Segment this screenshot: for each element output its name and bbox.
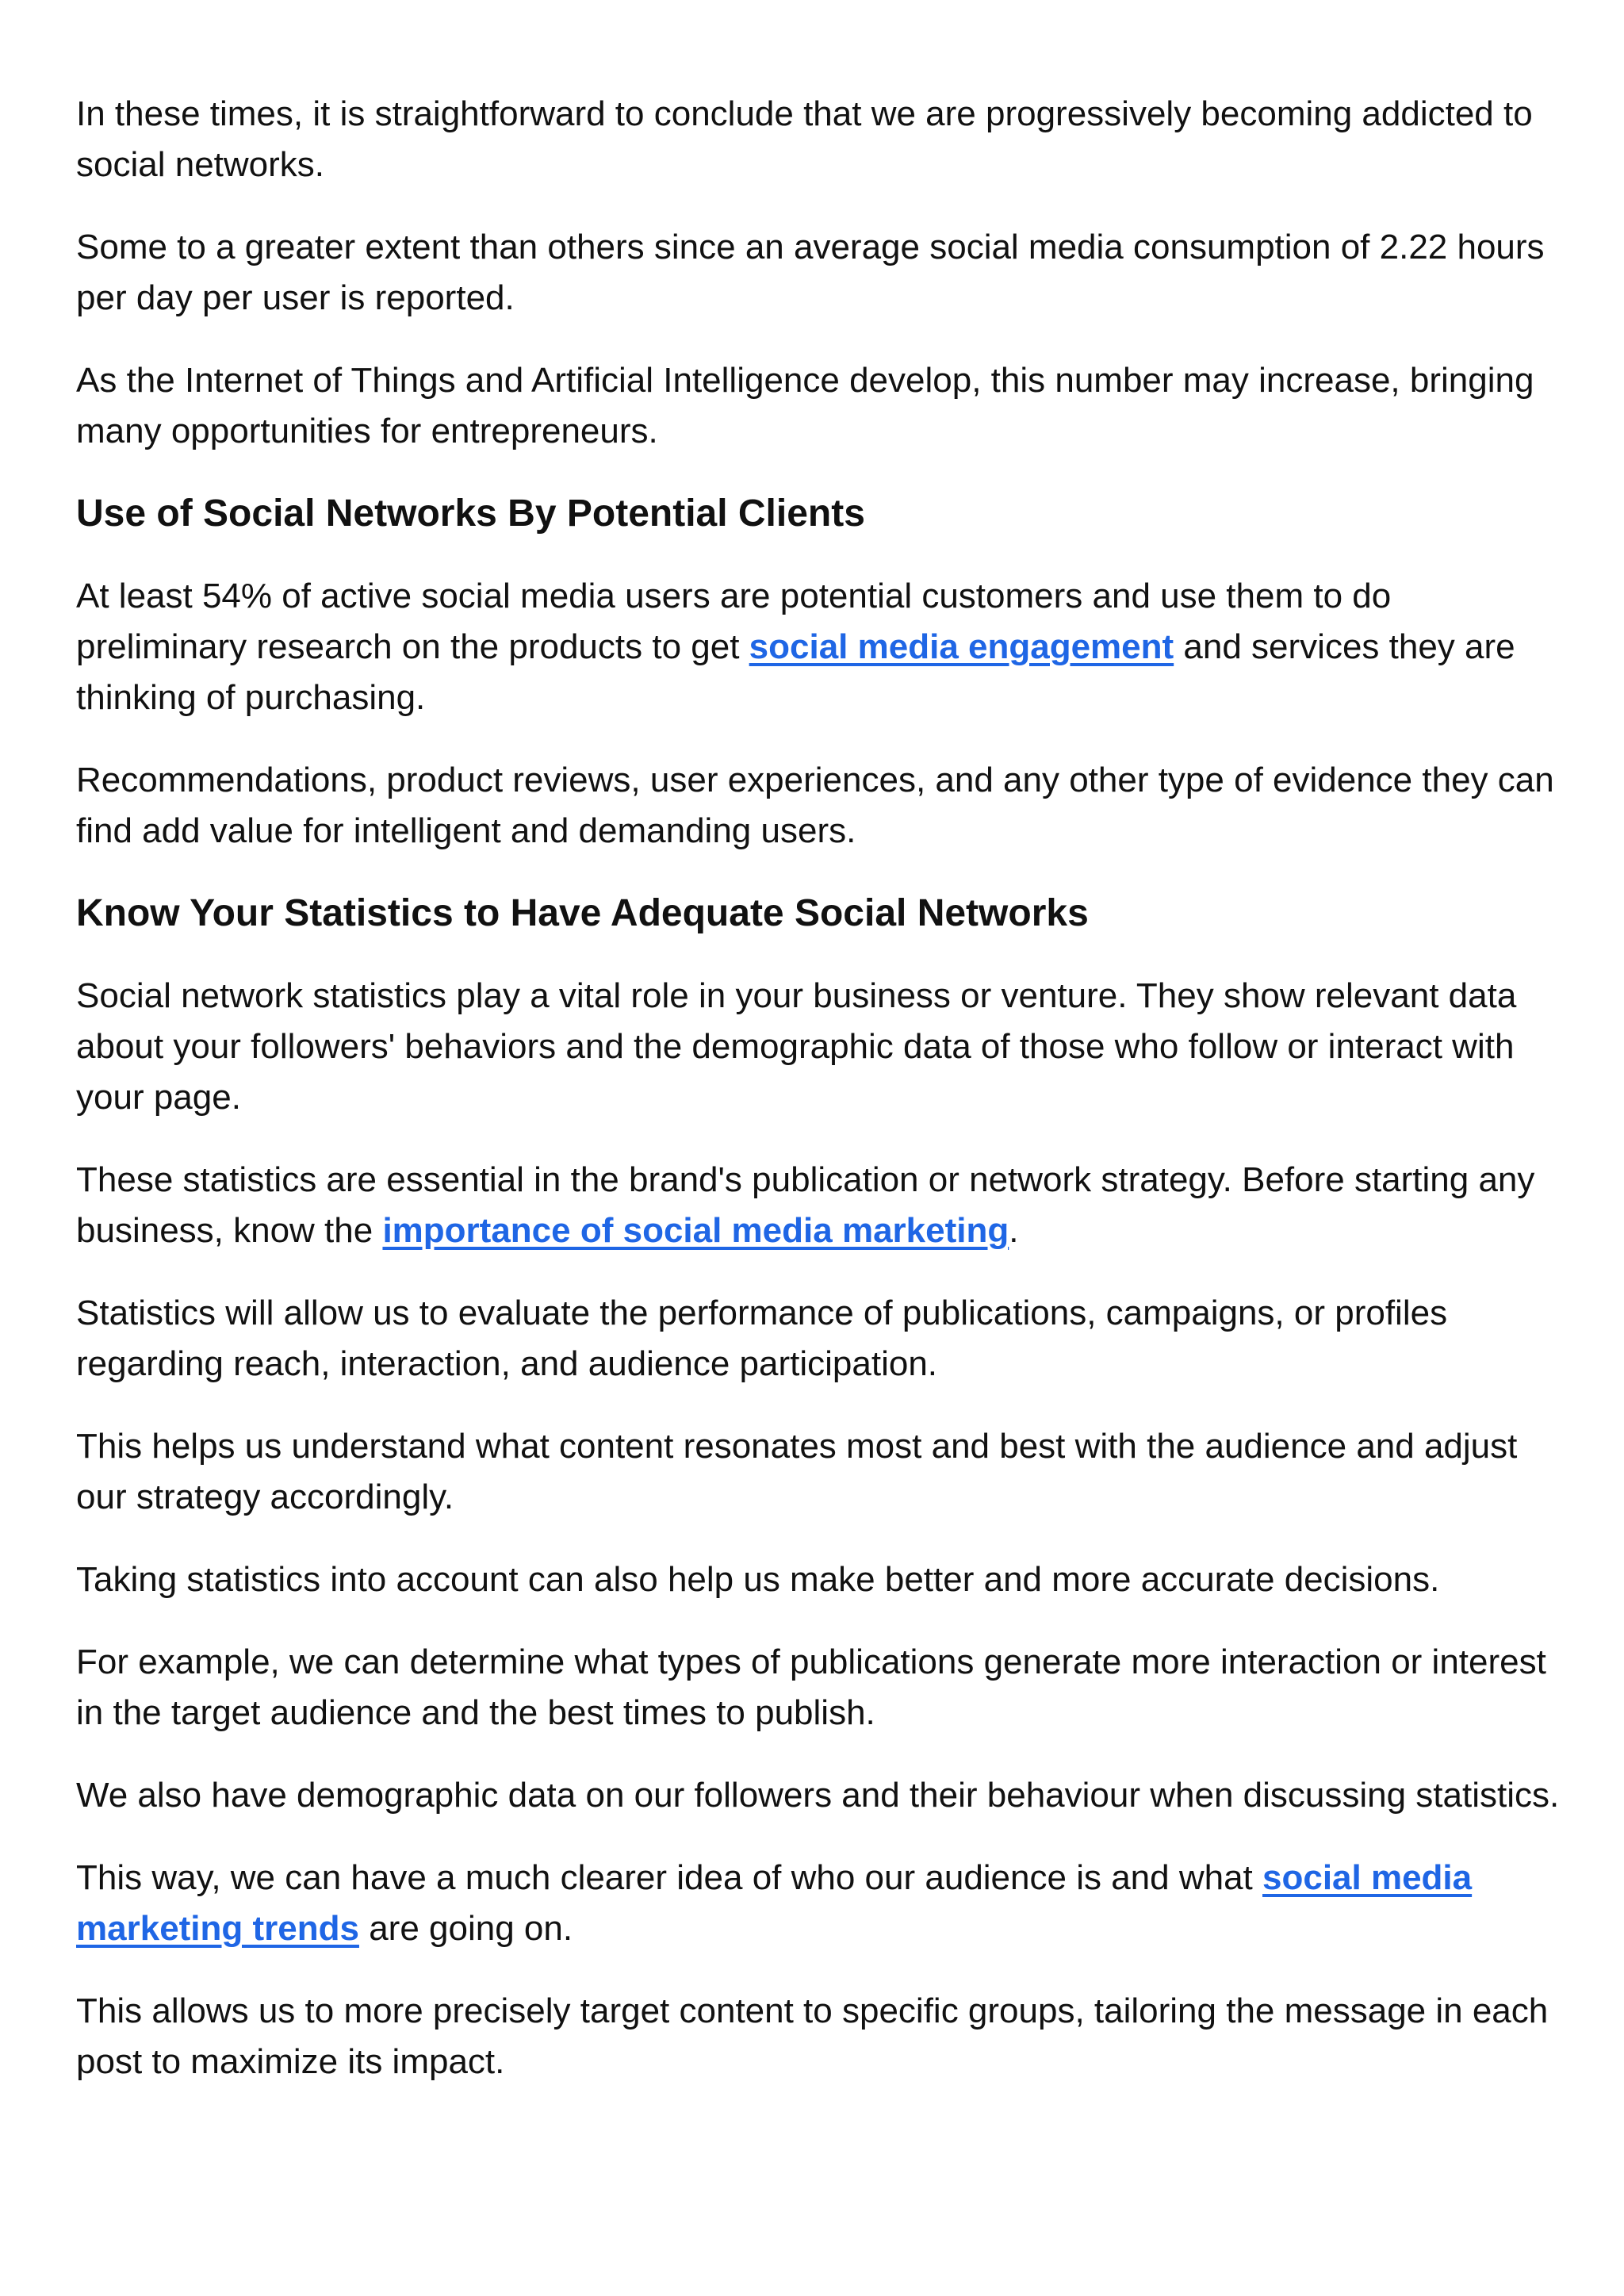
paragraph-brand-strategy — [76, 1155, 1567, 1256]
text-segment: At least 54% of active social media users are potential customers and use them to do preliminary research on the products to get — [76, 577, 1392, 666]
text-segment: This way, we can have a much clearer idea of who our audience is and what — [76, 1858, 1262, 1897]
social-media-marketing-trends-link[interactable]: social media marketing trends — [76, 1858, 1473, 1948]
paragraph-recommendations: Recommendations, product reviews, user experiences, and any other type of evidence they can find add value for intelligent and demanding users. — [76, 761, 1554, 850]
text-segment: and services they are thinking of purchasing. — [76, 627, 1515, 717]
social-media-engagement-link[interactable]: social media engagement — [749, 627, 1174, 666]
importance-of-social-media-marketing-link[interactable]: importance of social media marketing — [382, 1211, 1009, 1250]
paragraph-statistics-role: Social network statistics play a vital role in your business or venture. They show relevant data about your followers' behaviors and the demographic data of those who follow or interact with your page. — [76, 976, 1517, 1117]
text-segment: . — [1009, 1211, 1019, 1250]
heading-know-statistics: Know Your Statistics to Have Adequate Social Networks — [76, 892, 1089, 934]
article-body — [76, 89, 1567, 2119]
paragraph-audience-idea — [76, 1853, 1567, 1954]
paragraph-understand-content: This helps us understand what content resonates most and best with the audience and adjust our strategy accordingly. — [76, 1427, 1518, 1516]
paragraph-addiction: In these times, it is straightforward to conclude that we are progressively becoming addicted to social networks. — [76, 94, 1533, 184]
paragraph-potential-customers — [76, 571, 1567, 723]
paragraph-better-decisions: Taking statistics into account can also help us make better and more accurate decisions. — [76, 1560, 1440, 1599]
paragraph-consumption: Some to a greater extent than others since an average social media consumption of 2.22 hours per day per user is reported. — [76, 228, 1545, 317]
paragraph-example: For example, we can determine what types of publications generate more interaction or interest in the target audience and the best times to publish. — [76, 1642, 1546, 1732]
paragraph-evaluate-performance: Statistics will allow us to evaluate the performance of publications, campaigns, or profiles regarding reach, interaction, and audience participation. — [76, 1294, 1448, 1383]
text-segment: are going on. — [358, 1909, 573, 1948]
paragraph-target-content: This allows us to more precisely target content to specific groups, tailoring the message in each post to maximize its impact. — [76, 1991, 1549, 2081]
paragraph-iot-ai: As the Internet of Things and Artificial Intelligence develop, this number may increase, bringing many opportunities for entrepreneurs. — [76, 361, 1534, 450]
text-segment: These statistics are essential in the brand's publication or network strategy. Before starting any business, know the — [76, 1160, 1535, 1250]
paragraph-demographic-data: We also have demographic data on our followers and their behaviour when discussing statistics. — [76, 1776, 1560, 1815]
heading-potential-clients: Use of Social Networks By Potential Clients — [76, 493, 865, 535]
